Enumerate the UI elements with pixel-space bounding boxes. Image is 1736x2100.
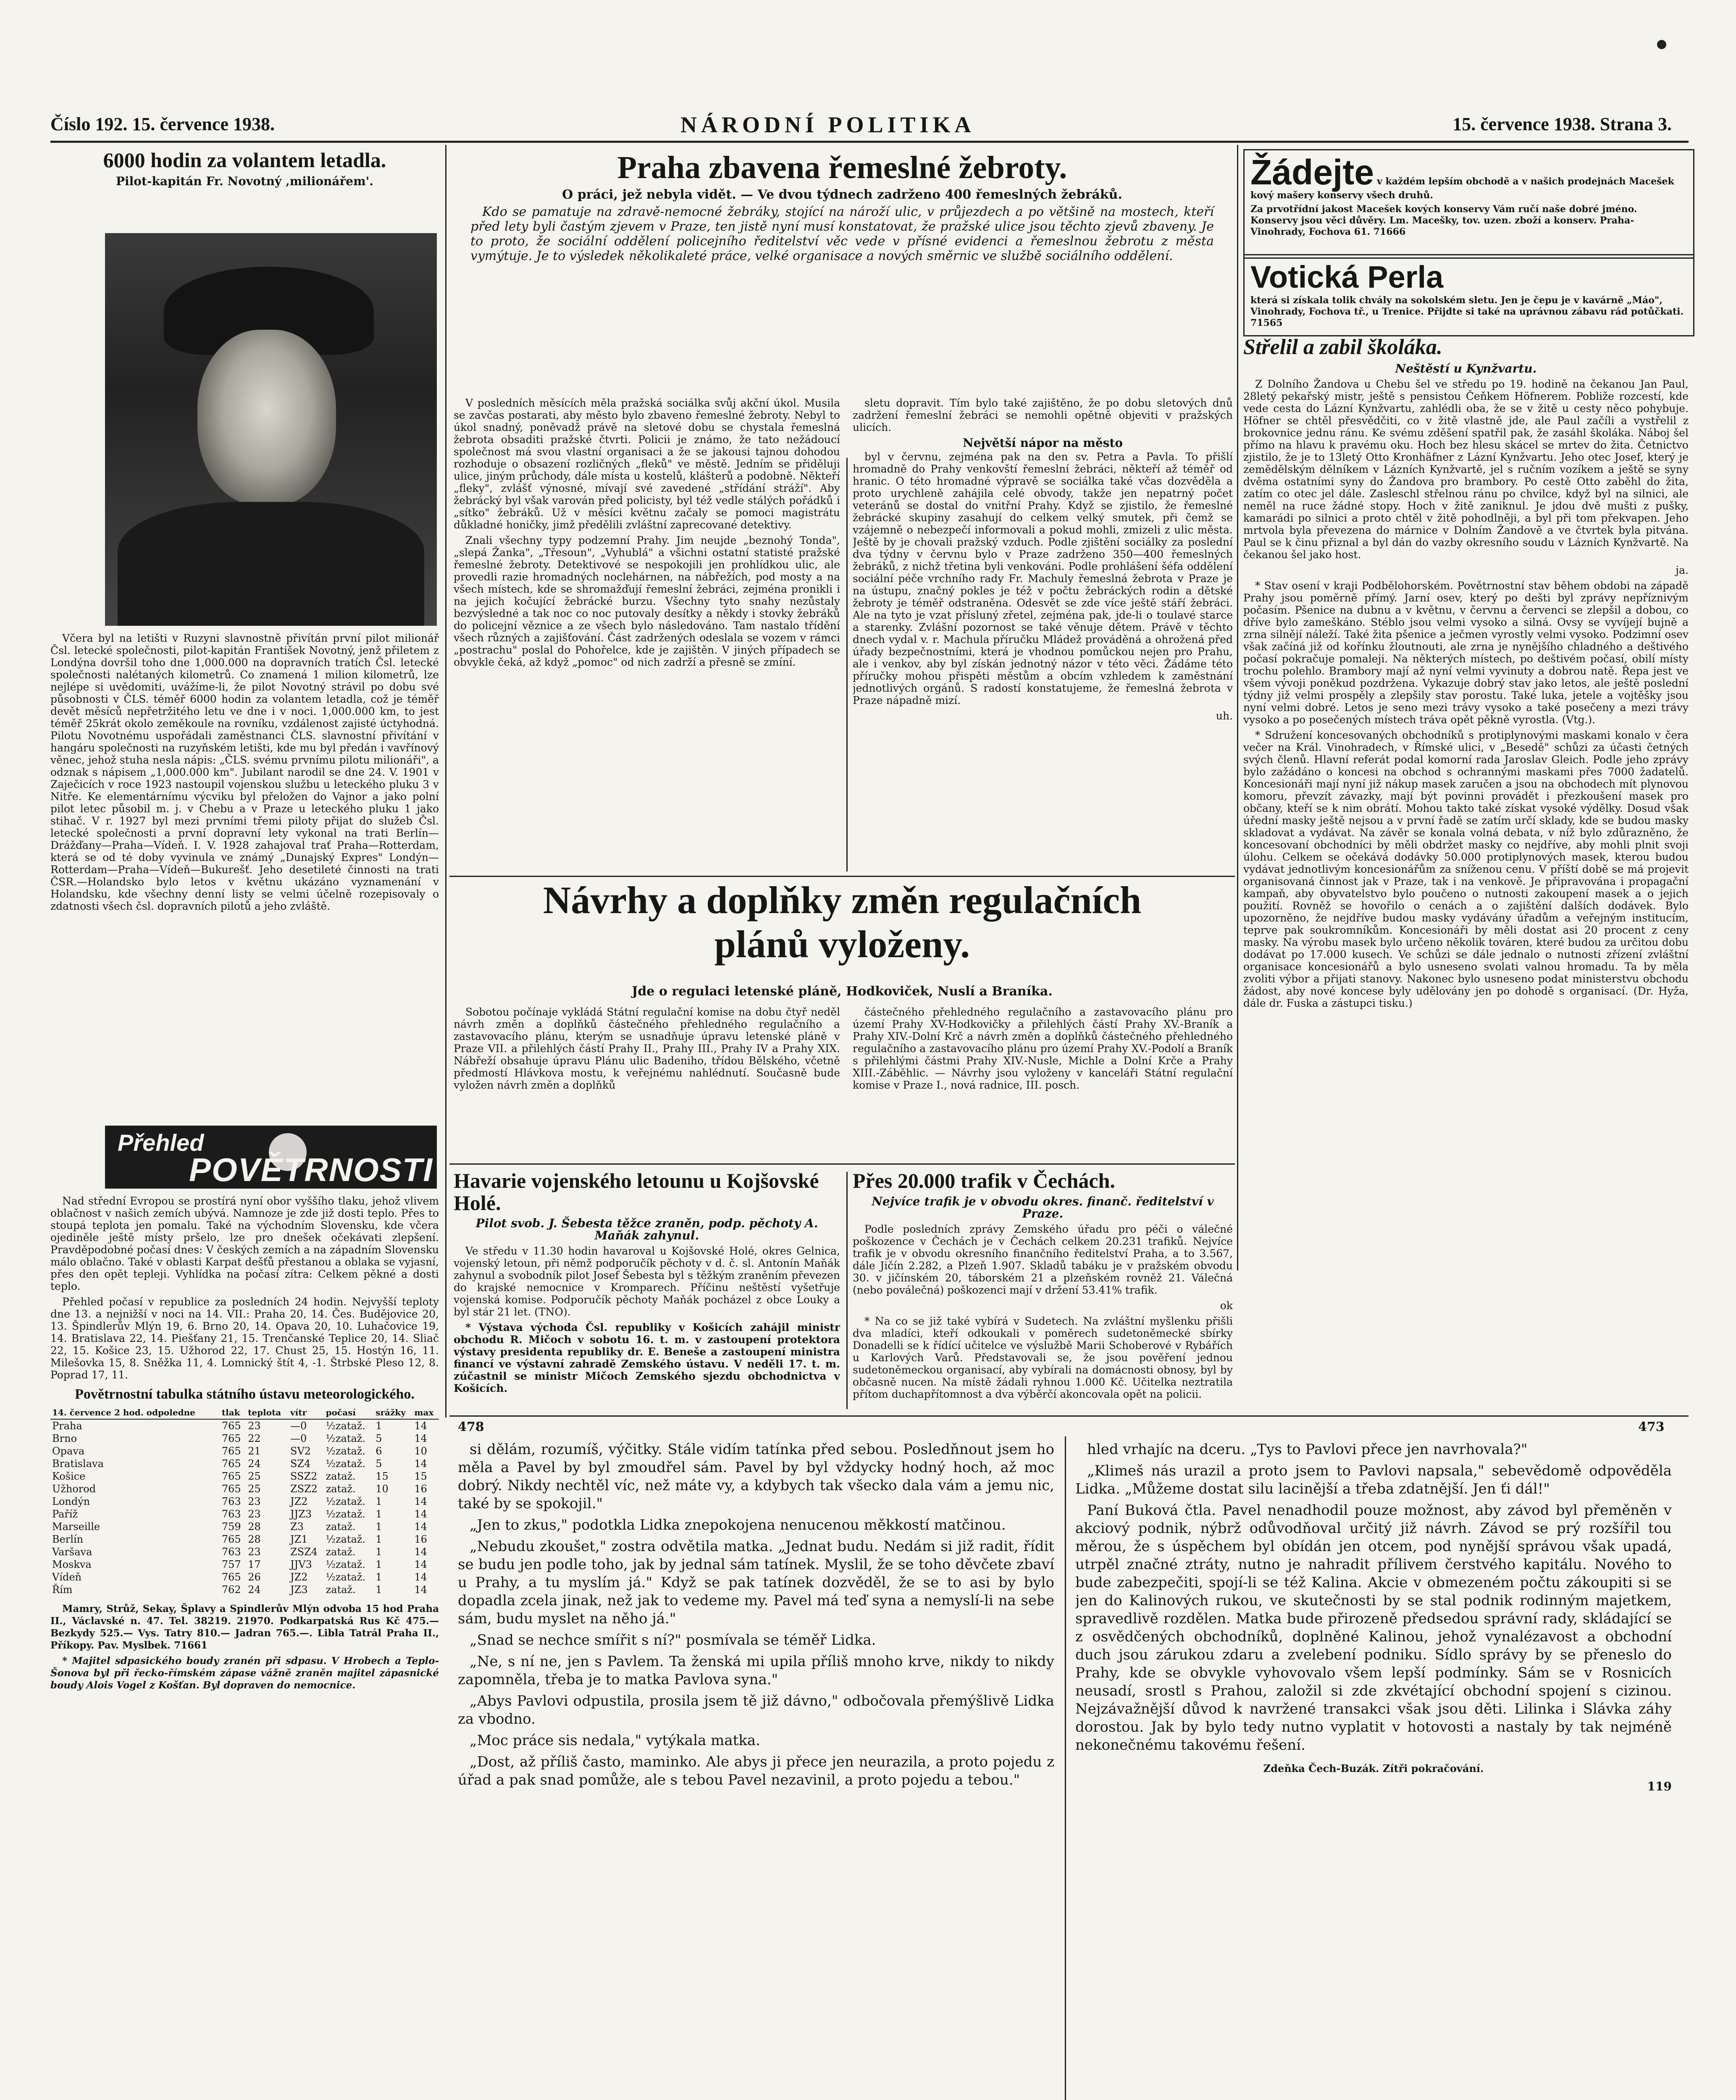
weather-section: [50, 1195, 439, 1926]
weather-table-cell: 14: [414, 1558, 427, 1570]
weather-table-cell: 1: [376, 1520, 382, 1533]
weather-table-row: [50, 1483, 439, 1495]
weather-table-cell: Brno: [52, 1432, 77, 1444]
weather-table-cell: —0: [290, 1420, 307, 1432]
gas-mask-text: * Sdružení koncesovaných obchodníků s protiplynovými maskami konalo v čera večer na Král. Vinohradech, v Římské ulici, v „Besedě" schůzi za účasti četných svých členů. Hlavní referát podal komorní rada Jaroslav Gleich. Podle jeho zprávy bylo zažádáno o koncesi na obchod s ochrannými maskami přes 7000 žadatelů. Koncesionáři mají nyní již nákup masek zaručen a jsou na obchodech mít plynovou komoru, převzít závazky, mají být povinni provádět i přezkoušení masek pro občany, kteří se k nim obrátí. Mohou takto také získat vysoké výdělky. Dosud však úřední masky ještě nejsou a v první řadě se zatím určí sklady, kde se budou masky skladovat a vydávat. Na závěr se konala volná debata, v níž bylo zdůrazněno, že koncesovaní obchodníci by měli obdržet masky co nejdříve, aby mohli plnit svoji úlohu. Celkem se očekává dodávky 50.000 protiplynových masek, kterou budou vydávat jednotlivým koncesionářům za sníženou cenu. V příští době se má projevit organisovaná činnost jak v Praze, tak i na venkově. Je připravována i propagační kampaň, aby obyvatelstvo bylo poučeno o nutnosti zakoupení masek a o jejich použití. Rovněž se hovořilo o cenách a o zajištění dalších dodávek. Bylo upozorněno, že nejdříve budou masky vydávány úřadům a veřejným institucím, teprve pak soukromníkům. Koncesionáři by měli dostat asi 20 procent z ceny masky. Na výrobu masek bylo určeno několik továren, které budou za určitou dobu dodávat po 17.000 kusech. Ve schůzi se dále jednalo o nutnosti zřízení zvláštní organisace koncesionářů a bylo usneseno svolati valnou hromadu. Ta by měla zvoliti výbor a přijati stanovy. Nakonec bylo usneseno podat ministerstvu obchodu žádost, aby nové koncese byly udělovány jen po dohodě s organisací. (Dr. Hyža, dále dr. Fuska a zástupci tisku.): [1243, 729, 1689, 1009]
weather-table-cell: 14: [414, 1457, 427, 1470]
pilot-face-shape: [197, 330, 336, 506]
beggars-col1b-text: Znali všechny typy podzemní Prahy. Jim neujde „beznohý Tonda", „slepá Žanka", „Třesoun", „Vyhublá" a všichni ostatní statisté pražské řemeslné žebroty. Detektivové se nespokojili jen prohlídkou ulic, ale provedli razie hromadných noclehárnen, na nábřežích, pod mosty a na všech místech, kde se shromažďují řemeslní žebráci, zejména pronikli i na jejich kočující žebrácké burzu. Všechny tyto snahy nezůstaly bezvýsledné a tak noc co noc putovaly desítky a někdy i stovky žebráků do policejní věznice a ze všech bylo následováno. Tam nastalo třídění všech různých a zajišťování. Část zadržených odeslala se vozem v rámci „postrachu" poslal do Pohořelce, kde je zajištěn. V jiných případech se obvykle čeká, až když „pomoc" od nich zadrží a přesně se zmíní.: [454, 534, 840, 668]
regulation-header: [454, 880, 1231, 981]
novel-paragraph: si dělám, rozumíš, výčitky. Stále vidím tatínka před sebou. Posledňnout jsem ho měla a Pavel by byl zmoudřel sám. Pavel by byl vždycky hodný hoch, až moc dobrý. Nikdy nechtěl víc, než máte vy, a kdybych tak všecko dala vám a jemu nic, také by se spokojil.": [458, 1441, 1054, 1512]
weather-table-cell: 28: [248, 1533, 261, 1545]
weather-table-cell: 14: [414, 1432, 427, 1444]
weather-table-title: Povětrnostní tabulka státního ústavu meteorologického.: [75, 1386, 415, 1402]
weather-table-cell: 14: [414, 1508, 427, 1520]
regulation-headline-2: plánů vyloženy.: [714, 922, 970, 966]
beggars-col2-subhead: Největší nápor na město: [962, 436, 1123, 450]
issue-number: Číslo 192. 15. července 1938.: [50, 114, 275, 134]
crash-headline: Havarie vojenského letounu u Kojšovské Holé.: [454, 1170, 819, 1215]
weather-table-cell: 28: [248, 1520, 261, 1533]
weather-table-cell: 16: [414, 1483, 427, 1495]
weather-table-cell: ½zataž.: [326, 1420, 366, 1432]
weather-table-row: [50, 1520, 439, 1533]
perla-advert-text: která si získala tolik chvály na sokolském sletu. Jen je čepu je v kavárně „Máo", Vinohrady, Fochova tř., u Trenice. Přijdte si také na uprávnou zábavu rád potůčkati. 71565: [1250, 295, 1684, 328]
weather-col-station: 14. července 2 hod. odpoledne: [50, 1406, 220, 1419]
weather-table-cell: Užhorod: [52, 1483, 96, 1495]
weather-table-cell: JJV3: [290, 1558, 312, 1570]
perla-advert-title: Votická Perla: [1250, 260, 1444, 294]
novel-paragraph: „Moc práce sis nedala," vytýkala matka.: [470, 1732, 761, 1749]
column-rule: [1237, 145, 1238, 1270]
weather-table-cell: 763: [221, 1495, 241, 1507]
weather-table-cell: SV2: [290, 1445, 311, 1457]
crash-text: Ve středu v 11.30 hodin havaroval u Kojšovské Holé, okres Gelnica, vojenský letoun, při němž podporučík pěchoty v d. č. sl. Antonín Maňák zahynul a svobodník pilot Josef Šebesta byl s těžkým zraněním převezen do krajské nemocnice v Kromparech. Příčinu neštěstí vyšetřuje vojenská komise. Podporučík pěchoty Maňák pocházel z obce Louky a byl stár 21 let. (TNO).: [454, 1245, 840, 1318]
weather-table-row: [50, 1546, 439, 1558]
weather-table-cell: Paříž: [52, 1508, 78, 1520]
column-rule: [445, 145, 446, 1418]
weather-table-cell: Řím: [52, 1583, 73, 1596]
regulation-subhead-block: [454, 985, 1231, 1006]
weather-table-cell: ½zataž.: [326, 1432, 366, 1444]
weather-table-cell: 25: [248, 1483, 261, 1495]
weather-table-cell: ½zataž.: [326, 1558, 366, 1570]
weather-table-row: [50, 1457, 439, 1470]
weather-table-cell: 1: [376, 1571, 382, 1583]
novel-paragraph: Paní Buková čtla. Pavel nenadhodil pouze možnost, aby závod byl přeměněn v akciový podnik, nýbrž odůvodňoval určitý již návrh. Závod se prý rozšířil tou měrou, že s úspěchem byl obídán jen otcem, pod nynější správou však upadá, utrpěl značné ztráty, nutno je nahradit přílivem čerstvého kapitálu. Nového to bude zabezpečiti, spojí-li se též Kalina. Akcie v obmezeném počtu zákoupiti si se jen do Kalinových rukou, ve skutečnosti by se stal podnik rodinným majetkem, spravedlivě rozdělen. Matka bude přirozeně předsedou správní rady, skládající se z osvědčených obchodníků, doplněné Kalinou, jehož vynalézavost a obchodní duch jsou zárukou zdaru a zvelebení podniku. Sídlo správy by se přeneslo do Prahy, kde se obvykle vyhovovalo všem lepší podmínky. Sám se v Rosnicích neusadí, srostl s Prahou, založil si zde zkvétající obchodní spojení s cizinou. Nejzávažnější důvod k navržené transakci však jsou děti. Lilinka i Slávka záhy dorostou. Jak by bylo tedy nutno vyplatit v hotovosti a nastaly by tak nejméně nekonečnému takovému řešení.: [1075, 1502, 1672, 1754]
weather-table-cell: 23: [248, 1420, 261, 1432]
pilot-headline: 6000 hodin za volantem letadla.: [103, 149, 386, 172]
beggars-col2b-text: byl v červnu, zejména pak na den sv. Petra a Pavla. To přišlí hromadně do Prahy venkovští řemeslní žebráci, někteří až téměř od hranic. O této hromadné výpravě se sociálka také včas dozvěděla a proto urychleně zahájila celé obvody, takže jen nepatrný počet veteránů se dostal do vnitřní Prahy. Když se zjistilo, že řemeslné žebrácké skupiny zasahují do celkem velký smutek, při čemž se vzájemně o nebezpečí informovali a pokud mohli, zmizeli z ulic města. Ještě by je chovali pražský vzduch. Podle zjištění sociálky za poslední dva týdny v červnu bylo v Praze zadrženo 350—400 řemeslných žebráků, z nichž třetina byli venkováni. Podle prohlášení šéfa oddělení sociální péče vrchního rady Fr. Machuly řemeslná žebrota v Praze je na ústupu, značný pokles je též v počtu žebráckých rodin a dětské žebroty je téměř odstraněna. Odesvět se zde více ještě stáří žebráci. Ale na tyto je vzat přísluný zřetel, zejména pak, jde-li o toulavé starce a starenky. Zvlášní pozornost se také věnuje dětem. Právě v těchto dnech vydal v. r. Machula příručku Mládež prováděná a ohrožená před úřady bezpečnostními, která je vhodnou pomůckou nejen pro Prahu, ale i venkov, aby byl získán jednotný názor v této věci. Žádáme této příručky mohou přispěti městům a obcím vzhledem k zaměstnání jednotlivých orgánů. S radostí konstatujeme, že řemeslná žebrota v Praze nápadně mizí.: [853, 451, 1233, 706]
novel-left-paragraphs: [458, 1441, 1054, 1789]
weather-table-cell: ½zataž.: [326, 1495, 366, 1507]
weather-table-cell: 1: [376, 1420, 382, 1432]
weather-table: [50, 1406, 439, 1596]
novel-paragraph: „Klimeš nás urazil a proto jsem to Pavlovi napsala," sebevědomě odpověděla Lidka. „Můžeme dostat silu lacinější a třeba zdatnější. Jen ťi dál!": [1075, 1462, 1672, 1497]
weather-col-temp: teplota: [246, 1406, 289, 1419]
pilot-subhead: Pilot-kapitán Fr. Novotný ‚milionářem'.: [116, 174, 374, 188]
weather-table-cell: 765: [221, 1457, 241, 1470]
regulation-col1-text: Sobotou počínaje vykládá Státní regulační komise na dobu čtyř neděl návrh změn a doplňků částečného přehledného regulačního a zastavovacího plánu, kterým se usnadňuje úpravu letenské pláně v Praze VII. a přilehlých částí Prahy II., Prahy III., Prahy IV a Prahy XIX. Nábřeží obsahuje úpravu Plánu ulic Badeniho, třídou Bělského, včetně předmostí Hlávkova mostu, k veřejnému nahlédnutí. Současně bude vyložen návrh změn a doplňků: [454, 1006, 840, 1091]
weather-table-cell: 1: [376, 1495, 382, 1507]
tobacconist-headline: Přes 20.000 trafik v Čechách.: [853, 1170, 1115, 1192]
weather-table-cell: 25: [248, 1470, 261, 1482]
weather-table-cell: 14: [414, 1546, 427, 1558]
shooting-signature: ja.: [1676, 564, 1689, 576]
weather-table-cell: 24: [248, 1583, 261, 1596]
punch-hole-mark: [1657, 40, 1666, 49]
beggars-signature: uh.: [1216, 710, 1233, 722]
pilot-uniform-shape: [118, 502, 424, 626]
weather-table-row: [50, 1571, 439, 1583]
weather-table-cell: 26: [248, 1571, 261, 1583]
maceska-advert-tagline: v každém lepším obchodě a v našich prodejnách Macešek kový mašery konservy všech druhů.: [1250, 176, 1674, 201]
weather-table-cell: 16: [414, 1533, 427, 1545]
weather-table-cell: zataž.: [326, 1583, 356, 1596]
beggars-col-1: [454, 397, 840, 872]
weather-banner: [105, 1126, 437, 1189]
weather-table-cell: 1: [376, 1583, 382, 1596]
weather-col-pressure: tlak: [220, 1406, 246, 1419]
wrestler-note: * Majitel sdpasického boudy zranén při sdpasu. V Hrobech a Teplo-Šonova byl při řecko-římském zápase vážně zraněn majitel zápasnické boudy Alois Vogel z Košťan. Byl dopraven do nemocnice.: [50, 1655, 439, 1691]
weather-table-cell: Z3: [290, 1520, 304, 1533]
beggars-subhead: O práci, jež nebyla vidět. — Ve dvou týdnech zadrženo 400 řemeslných žebráků.: [562, 187, 1122, 202]
section-rule: [449, 876, 1235, 877]
novel-author-footer: Zdeňka Čech-Buzák. Zítři pokračování.: [1263, 1762, 1484, 1774]
weather-table-cell: 759: [221, 1520, 241, 1533]
crops-report-text: * Stav osení v kraji Podbělohorském. Povětrnostní stav během obdobi na západě Prahy jsou poměrně přímý. Jarní osev, který po dešti byl zprávy nepříznivým počasím. Pšenice na dubnu a v květnu, v červnu a červenci se zlepšil a dobou, co dříve bylo zameškáno. Stéblo jsou velmi vysoko a silná. Ovsy se vyvíjejí bujně a zrna silnějí náleží. Také žita pšenice a ječmen vyrostly velmi vysoko. Podzimní osev však začíná již od kořínku žloutnouti, ale zrna je nynějšího chladného a deštivého počasí pokračuje pomaleji. Na některých místech, po deštivém počasí, obilí místy trochu polehlo. Brambory mají až nyní velmi vyvinuty a dobrou natě. Řepa jest ve všem vývoji poněkud pozdržena. Vykazuje dobrý stav jako letos, ale ještě poslední týdny již velmi prospěly a zlepšily stav porostu. Také luka, jetele a vojtěšky jsou nyní velmi dobré. Letos je seno mezi trávy vysoko a také posečeny a mezi trávy vysoko a po posečených místech tráva opět pěkně vyrostla. (Vtg.).: [1243, 579, 1689, 726]
travel-advert: Mamry, Strůž, Sekay, Šplavy a Spindlerův Mlýn odvoba 15 hod Praha II., Václavské n. 47. Tel. 38219. 21970. Podkarpatská Rus Kč 475.— Bezkydy 525.— Vys. Tatry 810.— Jadran 765.—. Libla Tatrál Praha II., Příkopy. Pav. Myslbek. 71661: [50, 1603, 439, 1651]
beggars-col1-text: V posledních měsících měla pražská sociálka svůj akční úkol. Musila se zavčas postarati, aby město bylo zbaveno řemeslné žebroty. Nebyl to úkol snadný, poněvadž právě na sletové dobu se chystala řemeslná žebrota obsaditi pražské čtvrti. Policii je známo, že tato nežádoucí společnost má svou vlastní organisaci a že se jakousi tajnou dohodou rozhoduje o obsazení rozličných „fleků" ve městě. Jedním se přiděluji ulice, jiným průchody, dále místa u kostelů, klášterů a podobně. Někteří „fleky", zvlášť výnosné, mívají své zavedené „střídání stráží". Aby žebrácký byl však varován před policisty, byl též vedle stálých pořádků i „sítko" žebráků. Už v měsíci květnu začaly se pomoci magistrátu důkladné honičky, jimž předělili zvláštní zaprecované detektivy.: [454, 397, 840, 531]
beggars-headline: Praha zbavena řemeslné žebroty.: [617, 151, 1067, 185]
exhibition-text: * Výstava východa Čsl. republiky v Košicích zahájil ministr obchodu R. Mičoch v sobotu 16. t. m. v zastoupení protektora výstavy presidenta republiky dr. E. Beneše a zastoupení ministra financí ve výstavní zahradě Zemského ústavu. V neděli 17. t. m. zúčastnil se ministr Mičoch Zemského sjezdu obchodnictva v Košicích.: [454, 1321, 840, 1394]
tobacconist-article: [853, 1170, 1233, 1413]
pilot-portrait-photo: [105, 233, 437, 626]
tobacconist-signature: ok: [1220, 1299, 1233, 1312]
regulation-col2-text: částečného přehledného regulačního a zastavovacího plánu pro území Prahy XV-Hodkovičky a přilehlých částí Prahy XV.-Braník a Prahy XIV.-Dolní Krč a návrh změn a doplňků částečného přehledného regulačního a zastavovacího plánu pro území Prahy XV.-Podolí a Braník s přilehlými částmi Prahy XIV.-Nusle, Michle a Dolní Krče a Prahy XIII.-Záběhlic. — Návrhy jsou vyloženy v kanceláři Státní regulační komise v Praze I., nová radnice, III. posch.: [853, 1006, 1233, 1091]
novel-page-number-left: 478: [458, 1420, 484, 1434]
date-and-page: 15. července 1938. Strana 3.: [1452, 114, 1672, 134]
weather-table-cell: 10: [414, 1445, 427, 1457]
weather-table-row: [50, 1583, 439, 1596]
weather-table-cell: 15: [414, 1470, 427, 1482]
novel-paragraph: „Jen to zkus," podotkla Lidka znepokojena nenucenou měkkostí matčinou.: [470, 1517, 1006, 1533]
weather-table-cell: 1: [376, 1508, 382, 1520]
weather-table-cell: 762: [221, 1583, 241, 1596]
weather-table-cell: ZSZ4: [290, 1546, 318, 1558]
beggars-header: [454, 151, 1231, 277]
weather-table-cell: SZ4: [290, 1457, 311, 1470]
weather-table-cell: JZ2: [290, 1495, 308, 1507]
weather-table-row: [50, 1495, 439, 1508]
weather-table-cell: 1: [376, 1546, 382, 1558]
weather-table-cell: Opava: [52, 1445, 85, 1457]
weather-table-row: [50, 1445, 439, 1457]
weather-table-cell: Bratislava: [52, 1457, 104, 1470]
weather-table-cell: 765: [221, 1483, 241, 1495]
weather-table-row: [50, 1508, 439, 1520]
weather-table-cell: JZ2: [290, 1571, 308, 1583]
weather-table-cell: 5: [376, 1432, 382, 1444]
weather-table-cell: 6: [376, 1445, 382, 1457]
weather-table-cell: ½zataž.: [326, 1508, 366, 1520]
weather-table-row: [50, 1432, 439, 1445]
pilot-article: [50, 632, 439, 1119]
weather-table-cell: Londýn: [52, 1495, 90, 1507]
weather-col-max: max: [412, 1406, 439, 1419]
weather-forecast-text: Nad střední Evropou se prostírá nyní obor vyššího tlaku, jehož vlivem oblačnost v našich zemích ubývá. Namnoze je zde již dosti teplo. Přes to stoupá teplota jen pomalu. Také na východním Slovensku, kde včera ojediněle ještě místy pršelo, lze pro dnešek očekávati zlepšení. Pravděpodobné počasí dnes: V českých zemích a na západním Slovensku málo oblačno. Také v oblasti Karpat dešťů přestanou a oblaka se vyjasní, přes den opět tepleji. Vyhlídka na počasí zítra: Celkem pěkné a dosti teplo.: [50, 1195, 439, 1292]
shooting-headline: Střelil a zabil školáka.: [1243, 336, 1442, 359]
left-headline-block: [50, 149, 439, 233]
weather-table-row: [50, 1558, 439, 1571]
novel-paragraph: hled vrhajíc na dceru. „Tys to Pavlovi přece jen navrhovala?": [1087, 1441, 1528, 1458]
column-rule: [846, 458, 848, 872]
crash-article: [454, 1170, 840, 1413]
weather-table-cell: 24: [248, 1457, 261, 1470]
weather-table-cell: ½zataž.: [326, 1571, 366, 1583]
masthead-rule: [50, 141, 1689, 143]
weather-table-cell: 763: [221, 1546, 241, 1558]
weather-table-cell: 17: [248, 1558, 261, 1570]
weather-table-cell: JZ1: [290, 1533, 308, 1545]
weather-table-row: [50, 1470, 439, 1483]
weather-table-cell: 15: [376, 1470, 389, 1482]
novel-paragraph: „Nebudu zkoušet," zostra odvětila matka. „Jednat budu. Nedám si již radit, řídit se budu jen podle toho, jak by jednal sám tatínek. Myslil, že se toho děvčete zbaví u Prahy, a tu myslím já." Když se pak tatínek dozvěděl, že se to asi by bylo dopadla zcela jinak, než jak to vedeme my. Pavel má teď syna a nemyslí-li na sebe sám, budu myslet na něho já.": [458, 1538, 1054, 1627]
weather-table-cell: Marseille: [52, 1520, 100, 1533]
weather-table-cell: 765: [221, 1533, 241, 1545]
weather-table-cell: 10: [376, 1483, 389, 1495]
weather-table-cell: ½zataž.: [326, 1533, 366, 1545]
weather-table-cell: Berlín: [52, 1533, 84, 1545]
beggars-lead: Kdo se pamatuje na zdravě-nemocné žebráky, stojící na nároží ulic, v průjezdech a po většině na mostech, kteří před lety byli častým zjevem v Praze, ten jistě nyní musí konstatovat, že pražské ulice jsou těchto zjevů zbaveny. Je to proto, že sociální oddělení policejního ředitelství věc vede v přísné evidenci a řemeslnou žebrotu z města vymýtuje. Je to výsledek několikaleté práce, velké organisace a nových směrnic ve službě sociálního oddělení.: [470, 204, 1214, 263]
weather-table-cell: 765: [221, 1432, 241, 1444]
weather-table-cell: JZ3: [290, 1583, 308, 1596]
beggars-col-2: [853, 397, 1233, 872]
weather-table-body: [50, 1419, 439, 1596]
weather-table-cell: 1: [376, 1558, 382, 1570]
section-rule: [449, 1415, 1689, 1417]
weather-table-cell: 23: [248, 1508, 261, 1520]
weather-table-cell: zataž.: [326, 1520, 356, 1533]
weather-table-cell: 763: [221, 1508, 241, 1520]
novel-paragraph: „Dost, až příliš často, maminko. Ale abys ji přece jen neurazila, a proto pojedu z úřad a pak snad pomůže, ale s tebou Pavel nezavinil, a proto pojedu a tebou.": [458, 1754, 1054, 1788]
shooting-subhead: Neštěstí u Kynžvartu.: [1395, 361, 1537, 375]
crash-subhead: Pilot svob. J. Šebesta těžce zraněn, podp. pěchoty A. Maňák zahynul.: [475, 1216, 818, 1242]
shooting-article: [1243, 336, 1689, 1411]
weather-table-row: [50, 1533, 439, 1546]
weather-table-row: [50, 1419, 439, 1432]
weather-table-cell: Vídeň: [52, 1571, 82, 1583]
weather-table-cell: 765: [221, 1571, 241, 1583]
weather-table-cell: 765: [221, 1445, 241, 1457]
weather-col-wind: vítr: [289, 1406, 324, 1419]
weather-table-cell: 765: [221, 1470, 241, 1482]
weather-table-cell: 765: [221, 1420, 241, 1432]
weather-col-sky: počasí: [324, 1406, 374, 1419]
weather-table-cell: ½zataž.: [326, 1457, 366, 1470]
sudeten-text: * Na co se již také vybírá v Sudetech. Na zvláštní myšlenku přišli dva mladíci, kteří odkoukali v poměrech sudetoněmecké sbírky Donadelli se k řídící učitelce ve výslužbě Marii Schoberové v Rybářích u Karlových Varů. Představovali se, že jsou pověření jednou sudetoněmeckou organisací, aby vybírali na domácnosti obnosy, byl by občasně nucen. Na místě žádali ryhnou 1.000 Kč. Učitelka neztratila přítom duchapřítomnost a dva výběrčí akoncovala opět na policii.: [853, 1315, 1233, 1400]
weather-table-cell: JJZ3: [290, 1508, 312, 1520]
novel-page-number-right: 473: [1638, 1420, 1665, 1434]
weather-col-rain: srážky: [374, 1406, 412, 1419]
novel-footer-number: 119: [1647, 1780, 1672, 1793]
novel-column-right: [1075, 1441, 1672, 2100]
novel-right-paragraphs: [1075, 1441, 1672, 1754]
shooting-text: Z Dolního Žandova u Chebu šel ve středu po 19. hodině na čekanou Jan Paul, 28letý pekařský mistr, ještě s pensistou Čeňkem Höfnerem. Pobliže rozcestí, kde vede cesta do Lázní Kynžvartu, zahlédli oba, že se v žitě u cesty něco pohybuje. Höfner se chtěl přesvědčiti, co v žitě vlastně jde, ale Paul začíli a vystřelil z brokovnice jednu ránu. Ke svému zděšení spatřil pak, že zasáhl školáka. Náboj šel přímo na hlavu k pravému oku. Hoch bez hlesu skácel se mrtev do žita. Četnictvo zjistilo, že je to 13letý Otto Kronhäfner z Lázní Kynžvartu. Jeho otec Josef, který je zemědělským dělníkem v Lázních Kynžvartě, jel s ručním vozíkem a ještě se syny dvěma ostatními syny do Žandova pro brambory. Po cestě Otto zaběhl do žita, zatím co otec jel dále. Zasleschl střelnou ránu po chvilce, když byl na silnici, ale neměl na ruce žádné stopy. Hoch v žitě zaniknul. Je jdou dvě mušti z pušky, kamarádi po silnici a proto chtěl v žitě pohodlněji, a byl při tom překvapen. Jeho mrtvola byla převezena do márnice v Dolním Žandově a ve čtvrtek byla pitvána. Paul se k činu přiznal a byl dán do vazby okresního soudu v Lázních Kynžvartě. Na čekanou šel jako host.: [1243, 378, 1689, 561]
weather-table-cell: zataž.: [326, 1470, 356, 1482]
weather-table-cell: 5: [376, 1457, 382, 1470]
novel-column-left: [458, 1441, 1054, 2100]
regulation-col-2: [853, 1006, 1233, 1161]
weather-table-cell: Košice: [52, 1470, 86, 1482]
regulation-headline-1: Návrhy a doplňky změn regulačních: [543, 880, 1142, 921]
weather-table-cell: 14: [414, 1495, 427, 1507]
maceska-advert: [1243, 149, 1694, 259]
maceska-advert-title: Žádejte: [1250, 152, 1374, 192]
weather-table-cell: 22: [248, 1432, 261, 1444]
weather-table-cell: Varšava: [52, 1546, 92, 1558]
weather-table-cell: Praha: [52, 1420, 82, 1432]
novel-paragraph: „Snad se nechce smířit s ní?" posmívala se téměř Lidka.: [470, 1632, 876, 1648]
column-rule: [846, 1172, 848, 1409]
novel-paragraph: „Abys Pavlovi odpustila, prosila jsem tě již dávno," odbočovala přemýšlivě Lidka za vbodno.: [458, 1693, 1054, 1727]
weather-table-cell: SSZ2: [290, 1470, 318, 1482]
weather-temperatures-text: Přehled počasí v republice za posledních 24 hodin. Nejvyšší teploty dne 13. a nejnižší v noci na 14. VII.: Praha 20, 14. Čes. Budějovice 20, 13. Špindlerův Mlýn 19, 6. Brno 20, 14. Opava 20, 10. Luhačovice 19, 14. Bratislava 22, 14. Piešťany 21, 15. Trenčanské Teplice 20, 14. Sliač 22, 15. Košice 23, 15. Užhorod 22, 17. Chust 25, 15. Hostýn 16, 11. Milešovka 15, 8. Sněžka 11, 4. Lomnický štít 4, -1. Štrbské Pleso 12, 8. Poprad 17, 11.: [50, 1296, 439, 1381]
weather-table-cell: 21: [248, 1445, 261, 1457]
regulation-subhead: Jde o regulaci letenské pláně, Hodkoviček, Nuslí a Braníka.: [632, 985, 1053, 999]
maceska-advert-footer: Za prvotřídní jakost Macešek kových konservy Vám ručí naše dobré jméno. Konservy jsou věci důvěry. Lm. Macešky, tov. uzen. zboží a konserv. Praha-Vinohrady, Fochova 61. 71666: [1250, 204, 1637, 237]
weather-table-cell: zataž.: [326, 1483, 356, 1495]
weather-table-cell: 1: [376, 1533, 382, 1545]
weather-table-cell: 14: [414, 1420, 427, 1432]
weather-table-header: [50, 1406, 439, 1419]
weather-banner-line-2: POVĚTRNOSTI: [189, 1151, 433, 1188]
novel-paragraph: „Ne, s ní ne, jen s Pavlem. Ta ženská mi upila příliš mnoho krve, nikdy to nikdy zapomněla, třeba je to matka Pavlova syna.": [458, 1653, 1054, 1688]
weather-table-cell: 23: [248, 1495, 261, 1507]
weather-table-cell: 23: [248, 1546, 261, 1558]
weather-table-cell: zataž.: [326, 1546, 356, 1558]
weather-table-cell: 14: [414, 1520, 427, 1533]
weather-table-cell: 14: [414, 1571, 427, 1583]
regulation-col-1: [454, 1006, 840, 1161]
weather-table-cell: Moskva: [52, 1558, 92, 1570]
pilot-article-text: Včera byl na letišti v Ruzyni slavnostně přivítán první pilot milionář Čsl. letecké společnosti, pilot-kapitán František Novotný, jenž přiletem z Londýna dovršil toho dne 1,000.000 na dopravních tratích Čsl. letecké společnosti nalétaných kilometrů. Co znamená 1 milion kilometrů, lze nejlépe si uvědomiti, uvážíme-li, že pilot Novotný strávil po dobu své působnosti v ČLS. téměř 6000 hodin za volantem letadla, což je téměř devět měsíců nepřetržitého letu ve dne i v noci. 1,000.000 km, to jest téměř 25krát okolo zeměkoule na rovníku, vzdálenost zajisté úctyhodná. Pilotu Novotnému uspořádali zaměstnanci ČLS. slavnostní přivítání v hangáru společnosti na ruzyňském letišti, kde mu byl předán i vavřínový věnec, jehož stuha nesla nápis: „ČLS. svému prvnímu pilotu milionáři", a odznak s nápisem „1,000.000 km". Jubilant narodil se dne 24. V. 1901 v Zaječicích v roce 1923 nastoupil vojenskou službu u leteckého pluku 3 v Nitře. Ke elementárnímu výcviku byl přeložen do Vajnor a jako polní pilot letec působil m. j. v Chebu a v Praze u leteckého pluku 1 jako stihač. V r. 1927 byl mezi prvními třemi piloty přijat do služeb Čsl. letecké společnosti a první dopravní lety vykonal na trati Berlín—Drážďany—Praha—Vídeň. I. V. 1928 zahajoval trať Praha—Rotterdam, která se od té doby vyvinula ve známý „Dunajský Expres" Londýn—Rotterdam—Praha—Vídeň—Bukurešť. Jeho desetileté činnosti na trati ČSR.—Holandsko bylo letos v květnu ukázáno vyznamenání v Holandsku, kde všechny denní listy se velmi účelně rozepisovaly o zdatnosti všech čsl. dopravních pilotů a jeho zvláště.: [50, 632, 439, 912]
column-rule: [1065, 1436, 1066, 2100]
weather-table-cell: —0: [290, 1432, 307, 1444]
beggars-col2-text: sletu dopravit. Tím bylo také zajištěno, že po dobu sletových dnů zadržení řemeslní žebráci se nemohli opětně objeviti v pražských ulicích.: [853, 397, 1233, 433]
weather-table-cell: 757: [221, 1558, 241, 1570]
weather-table-cell: ½zataž.: [326, 1445, 366, 1457]
perla-advert: [1243, 254, 1694, 336]
weather-table-cell: 14: [414, 1583, 427, 1596]
tobacconist-text: Podle posledních zprávy Zemského úřadu pro péči o válečné poškozence v Čechách je v Čechách celkem 20.231 trafiků. Nejvíce trafik je v obvodu okresního finančního ředitelství Praha, a to 3.567, dále Jičín 2.282, a Plzeň 1.907. Skladů tabáku je v pražském obvodu 30. v jičínském 20, táborském 21 a plzeňském rovněž 21. Válečná (nebo poválečná) poškozenci mají v držení 53.41% trafik.: [853, 1223, 1233, 1296]
section-rule: [449, 1163, 1235, 1165]
weather-banner-line-1: Přehled: [118, 1129, 204, 1156]
newspaper-title: NÁRODNÍ POLITIKA: [680, 112, 975, 137]
masthead: [50, 113, 1689, 139]
weather-table-cell: ZSZ2: [290, 1483, 318, 1495]
tobacconist-subhead: Nejvíce trafik je v obvodu okres. finanč. ředitelství v Praze.: [872, 1194, 1214, 1221]
